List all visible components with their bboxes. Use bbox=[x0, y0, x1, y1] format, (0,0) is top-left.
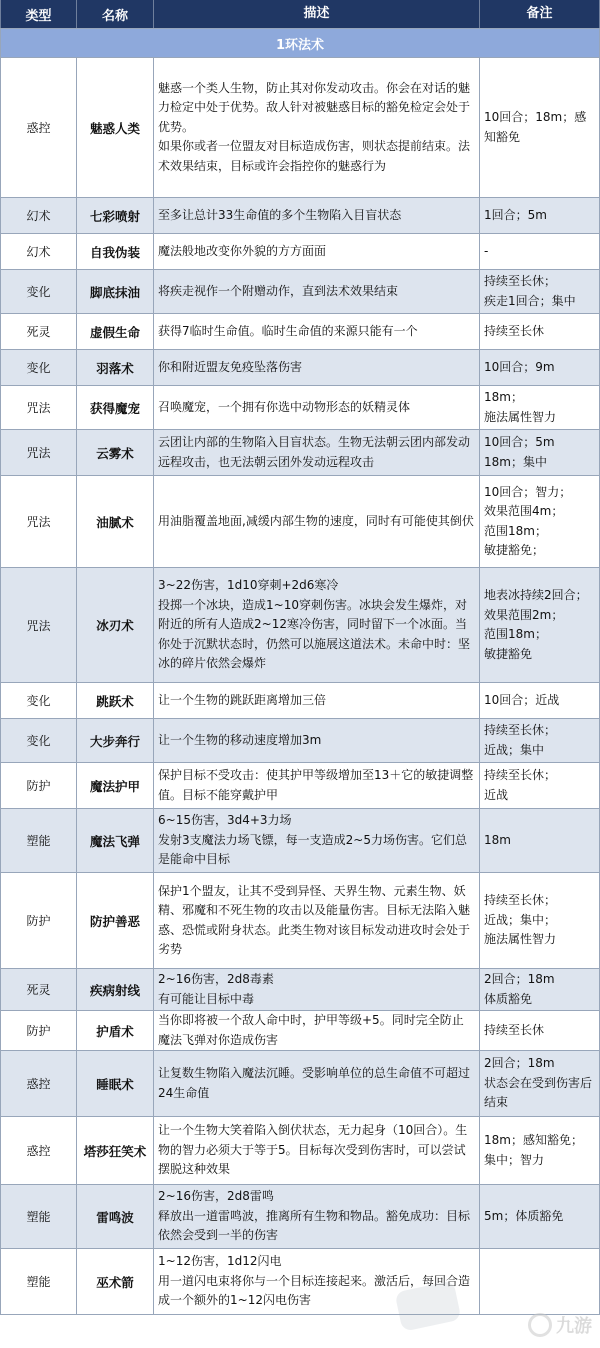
name-cell: 防护善恶 bbox=[76, 873, 153, 968]
table-row bbox=[0, 719, 600, 763]
note-cell: 持续至长休 bbox=[479, 314, 600, 349]
name-cell: 云雾术 bbox=[76, 430, 153, 475]
desc-cell: 3~22伤害，1d10穿刺+2d6寒冷 投掷一个冰块，造成1~10穿刺伤害。冰块会发生爆炸，对附近的所有人造成2~12寒冷伤害，同时留下一个冰面。当你处于沉默状态时，仍然可以施展这道法术。未命中时：坚冰的碎片依然会爆炸 bbox=[153, 568, 479, 682]
type-cell: 惑控 bbox=[0, 1117, 76, 1184]
note-cell bbox=[479, 1249, 600, 1314]
header-note: 备注 bbox=[479, 0, 600, 28]
desc-cell: 让一个生物的移动速度增加3m bbox=[153, 719, 479, 762]
note-cell: 10回合；5m 18m；集中 bbox=[479, 430, 600, 475]
note-cell: 5m；体质豁免 bbox=[479, 1185, 600, 1248]
name-cell: 获得魔宠 bbox=[76, 386, 153, 429]
name-cell: 自我伪装 bbox=[76, 234, 153, 269]
desc-cell: 2~16伤害，2d8毒素 有可能让目标中毒 bbox=[153, 969, 479, 1010]
note-cell: 10回合；智力； 效果范围4m； 范围18m； 敏捷豁免； bbox=[479, 476, 600, 567]
note-cell: 10回合；近战 bbox=[479, 683, 600, 718]
table-row bbox=[0, 270, 600, 314]
desc-cell: 让复数生物陷入魔法沉睡。受影响单位的总生命值不可超过24生命值 bbox=[153, 1051, 479, 1116]
table-row bbox=[0, 386, 600, 430]
desc-cell: 让一个生物大笑着陷入倒伏状态，无力起身（10回合）。生物的智力必须大于等于5。目标每次受到伤害时，可以尝试摆脱这种效果 bbox=[153, 1117, 479, 1184]
name-cell: 塔莎狂笑术 bbox=[76, 1117, 153, 1184]
table-row bbox=[0, 1011, 600, 1051]
name-cell: 魔法飞弹 bbox=[76, 809, 153, 872]
watermark-icon bbox=[528, 1313, 552, 1337]
note-cell: 10回合；18m；感知豁免 bbox=[479, 58, 600, 197]
note-cell: 持续至长休； 近战 bbox=[479, 763, 600, 808]
table-row bbox=[0, 1051, 600, 1117]
type-cell: 变化 bbox=[0, 683, 76, 718]
table-row bbox=[0, 1249, 600, 1315]
type-cell: 防护 bbox=[0, 873, 76, 968]
name-cell: 油腻术 bbox=[76, 476, 153, 567]
name-cell: 七彩喷射 bbox=[76, 198, 153, 233]
note-cell: - bbox=[479, 234, 600, 269]
section-title: 1环法术 bbox=[275, 37, 325, 53]
table-row bbox=[0, 350, 600, 386]
desc-cell: 6~15伤害，3d4+3力场 发射3支魔法力场飞镖，每一支造成2~5力场伤害。它们总是能命中目标 bbox=[153, 809, 479, 872]
table-row bbox=[0, 430, 600, 476]
desc-cell: 魔法般地改变你外貌的方方面面 bbox=[153, 234, 479, 269]
name-cell: 冰刃术 bbox=[76, 568, 153, 682]
type-cell: 塑能 bbox=[0, 1185, 76, 1248]
table-row bbox=[0, 476, 600, 568]
note-cell: 1回合；5m bbox=[479, 198, 600, 233]
note-cell: 持续至长休； 近战；集中 bbox=[479, 719, 600, 762]
table-row bbox=[0, 198, 600, 234]
section-header-level1 bbox=[0, 29, 600, 58]
table-row bbox=[0, 969, 600, 1011]
type-cell: 塑能 bbox=[0, 1249, 76, 1314]
note-cell: 2回合；18m 状态会在受到伤害后结束 bbox=[479, 1051, 600, 1116]
type-cell: 变化 bbox=[0, 350, 76, 385]
table-body bbox=[0, 58, 600, 1315]
type-cell: 防护 bbox=[0, 1011, 76, 1050]
name-cell: 大步奔行 bbox=[76, 719, 153, 762]
type-cell: 防护 bbox=[0, 763, 76, 808]
header-type: 类型 bbox=[0, 0, 76, 28]
desc-cell: 召唤魔宠，一个拥有你选中动物形态的妖精灵体 bbox=[153, 386, 479, 429]
name-cell: 跳跃术 bbox=[76, 683, 153, 718]
type-cell: 惑控 bbox=[0, 58, 76, 197]
name-cell: 虚假生命 bbox=[76, 314, 153, 349]
name-cell: 疾病射线 bbox=[76, 969, 153, 1010]
type-cell: 变化 bbox=[0, 719, 76, 762]
table-row bbox=[0, 683, 600, 719]
name-cell: 羽落术 bbox=[76, 350, 153, 385]
desc-cell: 获得7临时生命值。临时生命值的来源只能有一个 bbox=[153, 314, 479, 349]
table-row bbox=[0, 809, 600, 873]
table-row bbox=[0, 568, 600, 683]
type-cell: 咒法 bbox=[0, 568, 76, 682]
type-cell: 塑能 bbox=[0, 809, 76, 872]
type-cell: 死灵 bbox=[0, 314, 76, 349]
desc-cell: 1~12伤害，1d12闪电 用一道闪电束将你与一个目标连接起来。激活后，每回合造成一个额外的1~12闪电伤害 bbox=[153, 1249, 479, 1314]
table-row bbox=[0, 234, 600, 270]
desc-cell: 用油脂覆盖地面,减缓内部生物的速度，同时有可能使其倒伏 bbox=[153, 476, 479, 567]
note-cell: 18m bbox=[479, 809, 600, 872]
table-row bbox=[0, 763, 600, 809]
note-cell: 18m； 施法属性智力 bbox=[479, 386, 600, 429]
desc-cell: 当你即将被一个敌人命中时，护甲等级+5。同时完全防止魔法飞弹对你造成伤害 bbox=[153, 1011, 479, 1050]
header-desc: 描述 bbox=[153, 0, 479, 28]
type-cell: 咒法 bbox=[0, 476, 76, 567]
type-cell: 幻术 bbox=[0, 198, 76, 233]
desc-cell: 2~16伤害，2d8雷鸣 释放出一道雷鸣波，推离所有生物和物品。豁免成功：目标依然会受到一半的伤害 bbox=[153, 1185, 479, 1248]
desc-cell: 至多让总计33生命值的多个生物陷入目盲状态 bbox=[153, 198, 479, 233]
name-cell: 魔法护甲 bbox=[76, 763, 153, 808]
table-row bbox=[0, 314, 600, 350]
note-cell: 持续至长休； 近战；集中； 施法属性智力 bbox=[479, 873, 600, 968]
type-cell: 惑控 bbox=[0, 1051, 76, 1116]
note-cell: 地表冰持续2回合； 效果范围2m； 范围18m； 敏捷豁免 bbox=[479, 568, 600, 682]
type-cell: 死灵 bbox=[0, 969, 76, 1010]
table-row bbox=[0, 1117, 600, 1185]
header-name: 名称 bbox=[76, 0, 153, 28]
table-row bbox=[0, 1185, 600, 1249]
note-cell: 持续至长休 bbox=[479, 1011, 600, 1050]
note-cell: 持续至长休； 疾走1回合；集中 bbox=[479, 270, 600, 313]
table-row bbox=[0, 58, 600, 198]
desc-cell: 保护1个盟友，让其不受到异怪、天界生物、元素生物、妖精、邪魔和不死生物的攻击以及能量伤害。目标无法陷入魅惑、恐慌或附身状态。此类生物对该目标发动进攻时会处于劣势 bbox=[153, 873, 479, 968]
desc-cell: 你和附近盟友免疫坠落伤害 bbox=[153, 350, 479, 385]
name-cell: 睡眠术 bbox=[76, 1051, 153, 1116]
name-cell: 巫术箭 bbox=[76, 1249, 153, 1314]
note-cell: 18m；感知豁免； 集中；智力 bbox=[479, 1117, 600, 1184]
name-cell: 魅惑人类 bbox=[76, 58, 153, 197]
name-cell: 雷鸣波 bbox=[76, 1185, 153, 1248]
type-cell: 咒法 bbox=[0, 430, 76, 475]
desc-cell: 将疾走视作一个附赠动作，直到法术效果结束 bbox=[153, 270, 479, 313]
name-cell: 脚底抹油 bbox=[76, 270, 153, 313]
type-cell: 幻术 bbox=[0, 234, 76, 269]
watermark-logo bbox=[528, 1312, 592, 1338]
watermark-text: 九游 bbox=[556, 1316, 592, 1337]
desc-cell: 保护目标不受攻击：使其护甲等级增加至13＋它的敏捷调整值。目标不能穿戴护甲 bbox=[153, 763, 479, 808]
type-cell: 咒法 bbox=[0, 386, 76, 429]
note-cell: 2回合；18m 体质豁免 bbox=[479, 969, 600, 1010]
type-cell: 变化 bbox=[0, 270, 76, 313]
note-cell: 10回合；9m bbox=[479, 350, 600, 385]
desc-cell: 云团让内部的生物陷入目盲状态。生物无法朝云团内部发动远程攻击，也无法朝云团外发动远程攻击 bbox=[153, 430, 479, 475]
desc-cell: 魅惑一个类人生物，防止其对你发动攻击。你会在对话的魅力检定中处于优势。敌人针对被魅惑目标的豁免检定会处于优势。 如果你或者一位盟友对目标造成伤害，则状态提前结束。法术效果结束，目标或许会指控你的魅惑行为 bbox=[153, 58, 479, 197]
table-header bbox=[0, 0, 600, 29]
name-cell: 护盾术 bbox=[76, 1011, 153, 1050]
table-row bbox=[0, 873, 600, 969]
desc-cell: 让一个生物的跳跃距离增加三倍 bbox=[153, 683, 479, 718]
